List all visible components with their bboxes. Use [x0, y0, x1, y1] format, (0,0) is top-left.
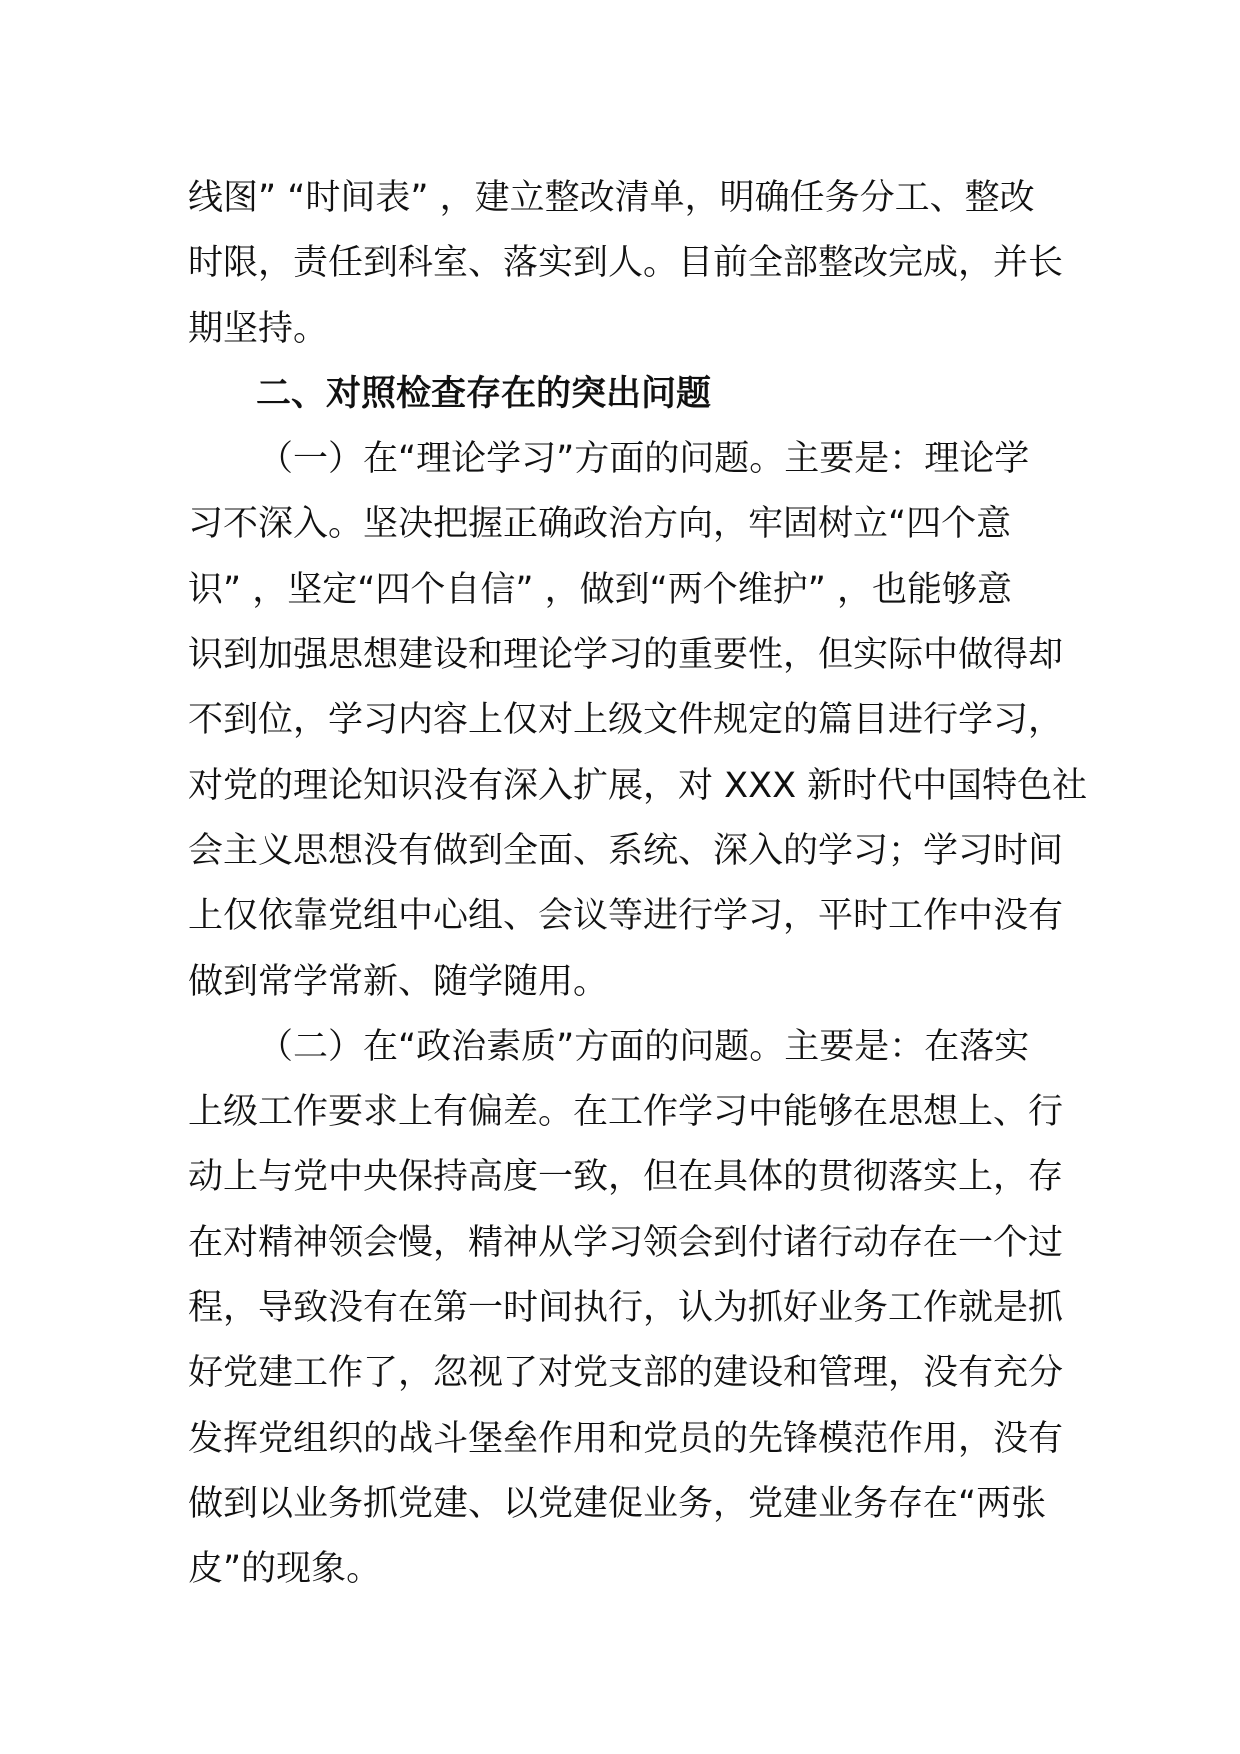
- paragraph-theory-study: [188, 427, 1088, 1015]
- text-line: 动上与党中央保持高度一致，但在具体的贯彻落实上，存: [188, 1157, 1064, 1198]
- paragraph-political-quality: [188, 1015, 1064, 1603]
- text-line: 不到位，学习内容上仅对上级文件规定的篇目进行学习，: [188, 700, 1064, 741]
- text-line: 好党建工作了，忽视了对党支部的建设和管理，没有充分: [188, 1353, 1064, 1394]
- text-line: 做到常学常新、随学随用。: [188, 961, 609, 1002]
- intro-paragraph: [188, 166, 1064, 362]
- text-line: 识到加强思想建设和理论学习的重要性，但实际中做得却: [188, 635, 1064, 676]
- text-line: 线图” “时间表” ，建立整改清单，明确任务分工、整改: [188, 178, 1035, 218]
- text-line: （一）在“理论学习”方面的问题。主要是：理论学: [258, 439, 1030, 480]
- text-line: 上仅依靠党组中心组、会议等进行学习，平时工作中没有: [188, 896, 1064, 937]
- text-line: 期坚持。: [188, 308, 329, 349]
- text-line: 程，导致没有在第一时间执行，认为抓好业务工作就是抓: [188, 1288, 1064, 1329]
- document-page: [188, 166, 1088, 1603]
- text-line: 上级工作要求上有偏差。在工作学习中能够在思想上、行: [188, 1092, 1064, 1133]
- text-line: 会主义思想没有做到全面、系统、深入的学习；学习时间: [188, 830, 1064, 871]
- text-line: 时限，责任到科室、落实到人。目前全部整改完成，并长: [188, 243, 1064, 284]
- text-line: 做到以业务抓党建、以党建促业务，党建业务存在“两张: [188, 1483, 1047, 1524]
- text-line: 识” ，坚定“四个自信” ，做到“两个维护” ，也能够意: [188, 569, 1013, 610]
- section-heading: 二、对照检查存在的突出问题: [256, 373, 712, 414]
- text-line: 对党的理论知识没有深入扩展，对 XXX 新时代中国特色社: [188, 765, 1088, 806]
- text-line: 习不深入。坚决把握正确政治方向，牢固树立“四个意: [188, 504, 1012, 545]
- text-line: 在对精神领会慢，精神从学习领会到付诸行动存在一个过: [188, 1222, 1064, 1263]
- text-line: 皮”的现象。: [188, 1549, 382, 1590]
- text-line: （二）在“政治素质”方面的问题。主要是：在落实: [258, 1026, 1030, 1067]
- text-line: 发挥党组织的战斗堡垒作用和党员的先锋模范作用，没有: [188, 1418, 1064, 1459]
